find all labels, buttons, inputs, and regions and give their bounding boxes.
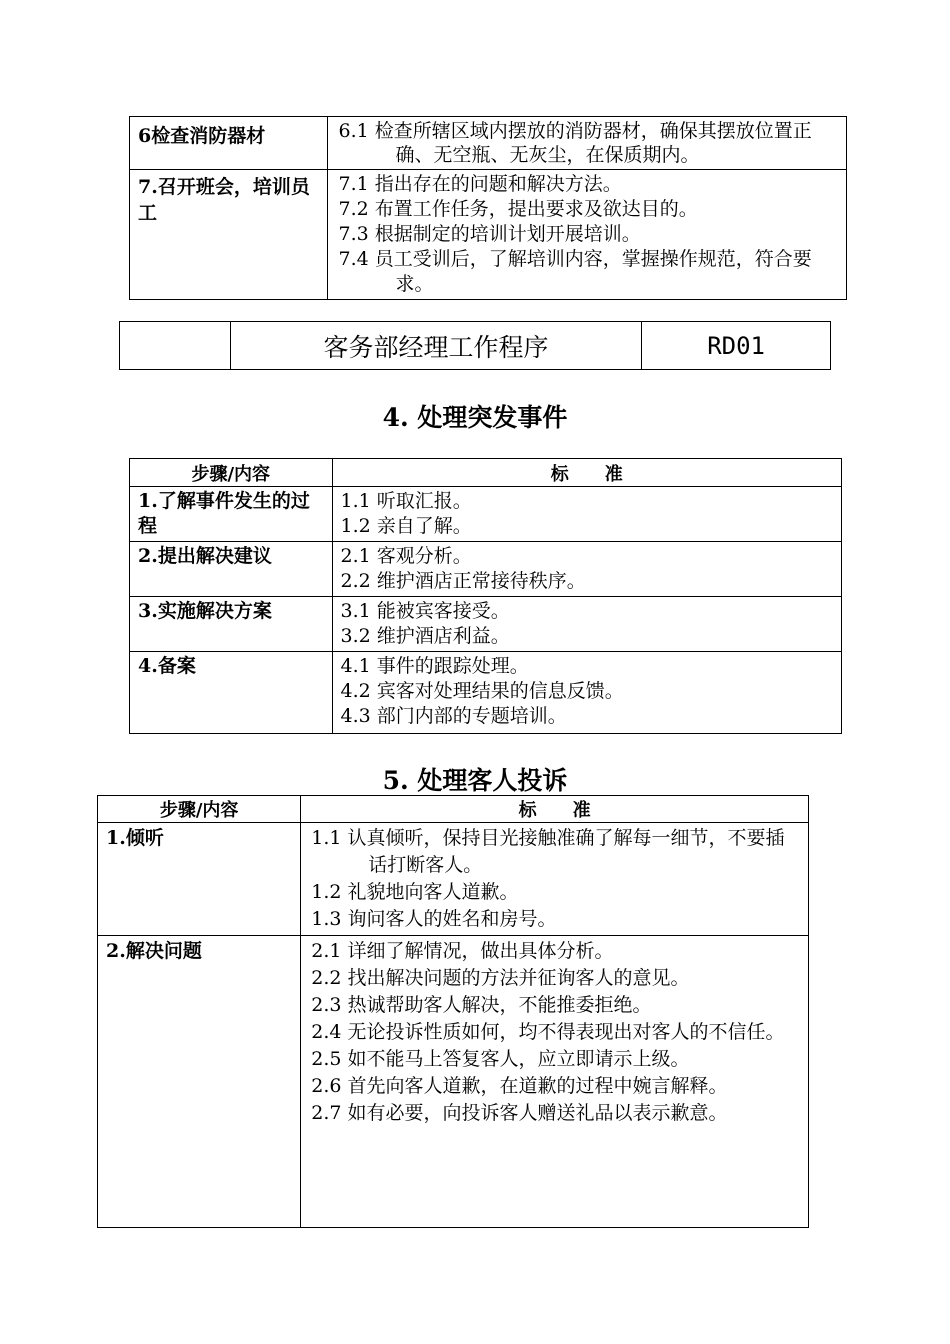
list-item: 1.1 听取汇报。	[340, 490, 472, 512]
standard-cell	[332, 487, 841, 542]
table-row	[130, 117, 847, 170]
list-item: 2.7 如有必要，向投诉客人赠送礼品以表示歉意。	[311, 1102, 728, 1124]
list-item: 2.1 详细了解情况，做出具体分析。	[311, 940, 614, 962]
list-item: 2.4 无论投诉性质如何，均不得表现出对客人的不信任。	[311, 1021, 785, 1043]
section-4-title: 4. 处理突发事件	[382, 403, 568, 432]
list-item: 4.2 宾客对处理结果的信息反馈。	[340, 680, 624, 702]
list-item: 2.2 维护酒店正常接待秩序。	[340, 570, 586, 592]
list-item: 7.4 员工受训后，了解培训内容，掌握操作规范，符合要求。	[338, 248, 812, 295]
step-cell: 1.倾听	[98, 823, 301, 936]
table-row	[98, 823, 809, 936]
document-code: RD01	[642, 322, 831, 370]
list-item: 4.1 事件的跟踪处理。	[340, 655, 529, 677]
standard-cell	[328, 117, 847, 170]
table-row	[130, 487, 842, 542]
step-cell: 2.解决问题	[98, 936, 301, 1228]
list-item: 7.2 布置工作任务，提出要求及欲达目的。	[338, 198, 698, 220]
list-item: 1.2 亲自了解。	[340, 515, 472, 537]
header-blank-cell	[120, 322, 231, 370]
document-title: 客务部经理工作程序	[230, 322, 641, 370]
step-cell: 6检查消防器材	[130, 117, 328, 170]
column-header-step: 步骤/内容	[98, 796, 301, 823]
step-cell: 4.备案	[130, 652, 333, 734]
table-row	[130, 542, 842, 597]
table-row	[98, 936, 809, 1228]
document-header-box	[119, 321, 831, 370]
top-procedure-table	[129, 116, 847, 300]
column-header-standard: 标 准	[332, 459, 841, 487]
step-cell: 1.了解事件发生的过程	[130, 487, 333, 542]
list-item: 1.2 礼貌地向客人道歉。	[311, 881, 519, 903]
table-row	[130, 597, 842, 652]
table-header-row	[130, 459, 842, 487]
list-item: 2.3 热诚帮助客人解决，不能推委拒绝。	[311, 994, 652, 1016]
list-item: 2.1 客观分析。	[340, 545, 472, 567]
list-item: 3.2 维护酒店利益。	[340, 625, 510, 647]
column-header-step: 步骤/内容	[130, 459, 333, 487]
standard-cell	[332, 542, 841, 597]
list-item: 4.3 部门内部的专题培训。	[340, 705, 567, 727]
step-cell: 2.提出解决建议	[130, 542, 333, 597]
list-item: 3.1 能被宾客接受。	[340, 600, 510, 622]
table-row	[130, 170, 847, 300]
list-item: 2.2 找出解决问题的方法并征询客人的意见。	[311, 967, 690, 989]
list-item: 7.1 指出存在的问题和解决方法。	[338, 173, 622, 195]
standard-cell	[301, 936, 809, 1228]
standard-cell	[301, 823, 809, 936]
list-item: 2.6 首先向客人道歉，在道歉的过程中婉言解释。	[311, 1075, 728, 1097]
list-item: 2.5 如不能马上答复客人，应立即请示上级。	[311, 1048, 690, 1070]
list-item: 1.1 认真倾听，保持目光接触准确了解每一细节，不要插话打断客人。	[311, 827, 785, 876]
section-5-title: 5. 处理客人投诉	[382, 766, 568, 795]
standard-cell	[328, 170, 847, 300]
step-cell: 3.实施解决方案	[130, 597, 333, 652]
section-4-table	[129, 458, 842, 734]
column-header-standard: 标 准	[301, 796, 809, 823]
list-item: 6.1 检查所辖区域内摆放的消防器材，确保其摆放位置正确、无空瓶、无灰尘，在保质期内。	[338, 120, 812, 166]
table-header-row	[98, 796, 809, 823]
section-5-table	[97, 795, 809, 1228]
standard-cell	[332, 652, 841, 734]
table-row	[130, 652, 842, 734]
list-item: 7.3 根据制定的培训计划开展培训。	[338, 223, 641, 245]
list-item: 1.3 询问客人的姓名和房号。	[311, 908, 557, 930]
standard-cell	[332, 597, 841, 652]
step-cell: 7.召开班会，培训员工	[130, 170, 328, 300]
